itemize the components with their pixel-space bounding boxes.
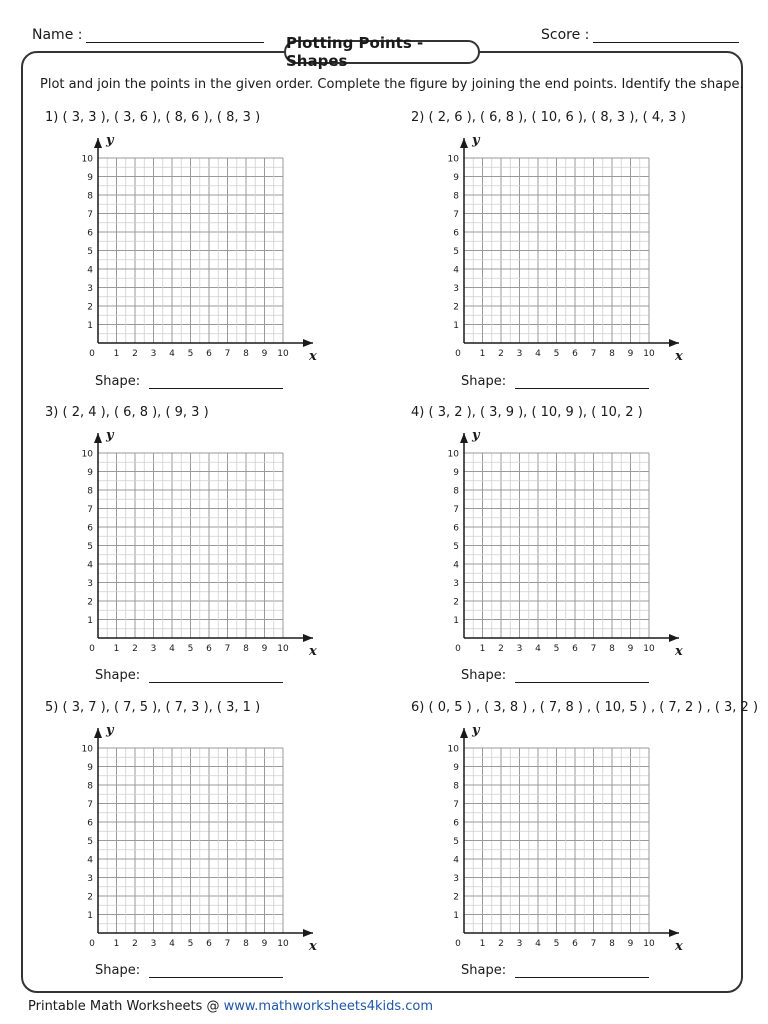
problem-number: 6) bbox=[411, 700, 425, 715]
x-tick-label: 2 bbox=[498, 644, 504, 654]
y-tick-label: 5 bbox=[87, 542, 93, 552]
y-tick-label: 5 bbox=[453, 247, 459, 257]
x-tick-label: 1 bbox=[113, 939, 120, 949]
x-tick-label: 0 bbox=[455, 349, 461, 359]
y-axis-label: y bbox=[106, 428, 114, 443]
y-tick-label: 8 bbox=[87, 191, 93, 202]
name-field[interactable] bbox=[32, 27, 264, 43]
x-tick-label: 4 bbox=[535, 644, 541, 654]
problem-number: 4) bbox=[411, 405, 425, 420]
y-tick-label: 2 bbox=[453, 892, 459, 903]
x-tick-label: 9 bbox=[627, 939, 634, 949]
y-tick-label: 9 bbox=[453, 468, 459, 478]
problem-5 bbox=[45, 700, 375, 980]
score-field[interactable] bbox=[541, 27, 739, 43]
shape-label: Shape: bbox=[95, 963, 141, 978]
y-axis-label: y bbox=[106, 133, 114, 148]
x-tick-label: 9 bbox=[261, 939, 268, 949]
shape-answer[interactable] bbox=[461, 668, 649, 683]
shape-answer-line[interactable] bbox=[515, 668, 649, 683]
y-tick-label: 1 bbox=[453, 321, 459, 331]
x-axis-arrow bbox=[303, 339, 313, 347]
x-tick-label: 9 bbox=[627, 349, 634, 359]
x-tick-label: 3 bbox=[516, 644, 523, 654]
x-tick-label: 8 bbox=[609, 349, 615, 359]
problem-points: ( 3, 3 ), ( 3, 6 ), ( 8, 6 ), ( 8, 3 ) bbox=[62, 110, 261, 125]
y-tick-label: 8 bbox=[453, 191, 459, 202]
x-tick-label: 7 bbox=[224, 349, 231, 359]
y-tick-label: 2 bbox=[453, 597, 459, 608]
x-tick-label: 1 bbox=[479, 349, 486, 359]
shape-answer-line[interactable] bbox=[515, 374, 649, 389]
y-axis-arrow bbox=[460, 728, 468, 738]
x-tick-label: 2 bbox=[132, 349, 138, 359]
x-tick-label: 8 bbox=[243, 939, 249, 949]
y-axis-label: y bbox=[472, 133, 480, 148]
x-tick-label: 0 bbox=[455, 644, 461, 654]
y-tick-label: 5 bbox=[453, 542, 459, 552]
problem-2 bbox=[411, 110, 741, 390]
x-tick-label: 1 bbox=[479, 644, 486, 654]
x-tick-label: 7 bbox=[224, 644, 231, 654]
x-tick-label: 5 bbox=[553, 939, 560, 949]
y-axis-label: y bbox=[106, 723, 114, 738]
x-axis-arrow bbox=[669, 929, 679, 937]
problem-points: ( 2, 6 ), ( 6, 8 ), ( 10, 6 ), ( 8, 3 ), ( 4, 3 ) bbox=[428, 110, 686, 125]
x-tick-label: 4 bbox=[535, 349, 541, 359]
y-tick-label: 3 bbox=[87, 874, 93, 884]
y-tick-label: 6 bbox=[87, 818, 93, 829]
x-tick-label: 4 bbox=[169, 349, 175, 359]
x-tick-label: 4 bbox=[169, 939, 175, 949]
x-tick-label: 6 bbox=[572, 939, 578, 949]
y-tick-label: 10 bbox=[81, 744, 93, 755]
y-tick-label: 6 bbox=[87, 228, 93, 239]
y-tick-label: 9 bbox=[87, 763, 93, 773]
y-tick-label: 4 bbox=[453, 855, 459, 866]
y-tick-label: 8 bbox=[453, 781, 459, 792]
x-axis-arrow bbox=[303, 634, 313, 642]
y-axis-arrow bbox=[94, 138, 102, 148]
problem-number: 2) bbox=[411, 110, 425, 125]
x-tick-label: 5 bbox=[553, 349, 560, 359]
x-tick-label: 6 bbox=[206, 349, 212, 359]
coordinate-grid[interactable] bbox=[411, 700, 741, 954]
y-tick-label: 3 bbox=[87, 579, 93, 589]
shape-label: Shape: bbox=[95, 374, 141, 389]
name-label: Name : bbox=[32, 27, 83, 43]
y-tick-label: 3 bbox=[453, 579, 459, 589]
shape-label: Shape: bbox=[461, 668, 507, 683]
x-tick-label: 1 bbox=[479, 939, 486, 949]
shape-answer[interactable] bbox=[95, 963, 283, 978]
y-tick-label: 7 bbox=[87, 505, 93, 515]
y-tick-label: 6 bbox=[453, 818, 459, 829]
y-tick-label: 10 bbox=[447, 744, 459, 755]
x-tick-label: 5 bbox=[187, 939, 194, 949]
y-tick-label: 4 bbox=[453, 560, 459, 571]
shape-answer[interactable] bbox=[461, 963, 649, 978]
y-tick-label: 4 bbox=[453, 265, 459, 276]
x-tick-label: 6 bbox=[572, 349, 578, 359]
x-tick-label: 8 bbox=[243, 644, 249, 654]
y-tick-label: 9 bbox=[453, 173, 459, 183]
coordinate-grid[interactable] bbox=[45, 700, 375, 954]
y-tick-label: 9 bbox=[453, 763, 459, 773]
x-tick-label: 2 bbox=[498, 939, 504, 949]
x-tick-label: 2 bbox=[498, 349, 504, 359]
shape-answer[interactable] bbox=[95, 374, 283, 389]
x-tick-label: 9 bbox=[261, 644, 268, 654]
y-tick-label: 2 bbox=[87, 892, 93, 903]
y-tick-label: 9 bbox=[87, 173, 93, 183]
x-tick-label: 8 bbox=[609, 644, 615, 654]
problem-6 bbox=[411, 700, 759, 980]
x-tick-label: 3 bbox=[150, 349, 157, 359]
instructions: Plot and join the points in the given order. Complete the figure by joining the end points. Identify the shape. bbox=[40, 77, 744, 92]
x-tick-label: 2 bbox=[132, 939, 138, 949]
shape-answer[interactable] bbox=[95, 668, 283, 683]
x-axis-label: x bbox=[309, 939, 317, 954]
y-tick-label: 10 bbox=[447, 449, 459, 460]
shape-label: Shape: bbox=[461, 963, 507, 978]
y-tick-label: 2 bbox=[87, 302, 93, 313]
y-tick-label: 6 bbox=[87, 523, 93, 534]
x-tick-label: 3 bbox=[150, 644, 157, 654]
x-tick-label: 7 bbox=[590, 349, 597, 359]
x-axis-label: x bbox=[675, 349, 683, 364]
footer-prefix: Printable Math Worksheets @ bbox=[28, 999, 224, 1014]
x-axis-arrow bbox=[669, 339, 679, 347]
y-tick-label: 7 bbox=[453, 210, 459, 220]
y-tick-label: 9 bbox=[87, 468, 93, 478]
x-tick-label: 3 bbox=[516, 349, 523, 359]
y-tick-label: 10 bbox=[447, 154, 459, 165]
x-tick-label: 8 bbox=[243, 349, 249, 359]
x-tick-label: 9 bbox=[261, 349, 268, 359]
worksheet-title: Plotting Points - Shapes bbox=[284, 40, 480, 64]
x-tick-label: 7 bbox=[224, 939, 231, 949]
y-axis-arrow bbox=[94, 433, 102, 443]
y-tick-label: 1 bbox=[87, 911, 93, 921]
y-tick-label: 6 bbox=[453, 523, 459, 534]
y-tick-label: 3 bbox=[453, 874, 459, 884]
shape-label: Shape: bbox=[461, 374, 507, 389]
x-axis-label: x bbox=[309, 349, 317, 364]
x-axis-label: x bbox=[309, 644, 317, 659]
y-tick-label: 7 bbox=[87, 210, 93, 220]
y-tick-label: 3 bbox=[453, 284, 459, 294]
problem-number: 1) bbox=[45, 110, 59, 125]
problem-3 bbox=[45, 405, 375, 685]
x-tick-label: 0 bbox=[89, 349, 95, 359]
y-tick-label: 7 bbox=[453, 505, 459, 515]
y-tick-label: 5 bbox=[87, 247, 93, 257]
x-tick-label: 5 bbox=[553, 644, 560, 654]
x-tick-label: 8 bbox=[609, 939, 615, 949]
problem-points: ( 0, 5 ) , ( 3, 8 ) , ( 7, 8 ) , ( 10, 5 ) , ( 7, 2 ) , ( 3, 2 ) bbox=[428, 700, 759, 715]
problem-1 bbox=[45, 110, 375, 390]
x-tick-label: 7 bbox=[590, 939, 597, 949]
x-tick-label: 10 bbox=[643, 349, 655, 359]
x-tick-label: 3 bbox=[516, 939, 523, 949]
y-tick-label: 1 bbox=[453, 911, 459, 921]
problem-number: 5) bbox=[45, 700, 59, 715]
x-tick-label: 2 bbox=[132, 644, 138, 654]
y-tick-label: 10 bbox=[81, 154, 93, 165]
footer bbox=[28, 999, 433, 1014]
footer-site-link[interactable]: www.mathworksheets4kids.com bbox=[223, 999, 434, 1014]
y-tick-label: 4 bbox=[87, 265, 93, 276]
problem-points: ( 3, 2 ), ( 3, 9 ), ( 10, 9 ), ( 10, 2 ) bbox=[428, 405, 643, 420]
y-tick-label: 5 bbox=[87, 837, 93, 847]
y-tick-label: 8 bbox=[87, 486, 93, 497]
x-tick-label: 9 bbox=[627, 644, 634, 654]
x-tick-label: 10 bbox=[643, 939, 655, 949]
shape-answer[interactable] bbox=[461, 374, 649, 389]
x-tick-label: 0 bbox=[455, 939, 461, 949]
name-line[interactable] bbox=[86, 28, 264, 43]
score-line[interactable] bbox=[593, 28, 739, 43]
x-tick-label: 10 bbox=[277, 939, 289, 949]
y-tick-label: 2 bbox=[87, 597, 93, 608]
y-tick-label: 2 bbox=[453, 302, 459, 313]
y-tick-label: 7 bbox=[453, 800, 459, 810]
coordinate-grid[interactable] bbox=[411, 110, 741, 364]
x-tick-label: 1 bbox=[113, 644, 120, 654]
y-axis-label: y bbox=[472, 428, 480, 443]
x-tick-label: 10 bbox=[277, 349, 289, 359]
shape-label: Shape: bbox=[95, 668, 141, 683]
x-tick-label: 0 bbox=[89, 644, 95, 654]
y-tick-label: 6 bbox=[453, 228, 459, 239]
x-axis-arrow bbox=[303, 929, 313, 937]
y-tick-label: 5 bbox=[453, 837, 459, 847]
y-tick-label: 7 bbox=[87, 800, 93, 810]
x-tick-label: 6 bbox=[206, 939, 212, 949]
y-tick-label: 10 bbox=[81, 449, 93, 460]
shape-answer-line[interactable] bbox=[149, 963, 283, 978]
coordinate-grid[interactable] bbox=[411, 405, 741, 659]
x-tick-label: 10 bbox=[643, 644, 655, 654]
problem-points: ( 2, 4 ), ( 6, 8 ), ( 9, 3 ) bbox=[62, 405, 209, 420]
x-tick-label: 6 bbox=[572, 644, 578, 654]
x-tick-label: 0 bbox=[89, 939, 95, 949]
x-tick-label: 4 bbox=[169, 644, 175, 654]
coordinate-grid[interactable] bbox=[45, 405, 375, 659]
shape-answer-line[interactable] bbox=[149, 668, 283, 683]
y-tick-label: 1 bbox=[453, 616, 459, 626]
y-axis-arrow bbox=[460, 433, 468, 443]
shape-answer-line[interactable] bbox=[149, 374, 283, 389]
problem-points: ( 3, 7 ), ( 7, 5 ), ( 7, 3 ), ( 3, 1 ) bbox=[62, 700, 261, 715]
x-tick-label: 3 bbox=[150, 939, 157, 949]
x-tick-label: 5 bbox=[187, 644, 194, 654]
x-tick-label: 6 bbox=[206, 644, 212, 654]
x-axis-arrow bbox=[669, 634, 679, 642]
x-tick-label: 10 bbox=[277, 644, 289, 654]
coordinate-grid[interactable] bbox=[45, 110, 375, 364]
x-tick-label: 5 bbox=[187, 349, 194, 359]
y-tick-label: 8 bbox=[453, 486, 459, 497]
problem-4 bbox=[411, 405, 741, 685]
y-tick-label: 1 bbox=[87, 616, 93, 626]
y-tick-label: 4 bbox=[87, 560, 93, 571]
y-tick-label: 4 bbox=[87, 855, 93, 866]
score-label: Score : bbox=[541, 27, 590, 43]
y-tick-label: 8 bbox=[87, 781, 93, 792]
y-tick-label: 3 bbox=[87, 284, 93, 294]
x-axis-label: x bbox=[675, 939, 683, 954]
shape-answer-line[interactable] bbox=[515, 963, 649, 978]
x-tick-label: 7 bbox=[590, 644, 597, 654]
y-axis-arrow bbox=[94, 728, 102, 738]
x-axis-label: x bbox=[675, 644, 683, 659]
y-tick-label: 1 bbox=[87, 321, 93, 331]
x-tick-label: 4 bbox=[535, 939, 541, 949]
x-tick-label: 1 bbox=[113, 349, 120, 359]
y-axis-label: y bbox=[472, 723, 480, 738]
problem-number: 3) bbox=[45, 405, 59, 420]
y-axis-arrow bbox=[460, 138, 468, 148]
